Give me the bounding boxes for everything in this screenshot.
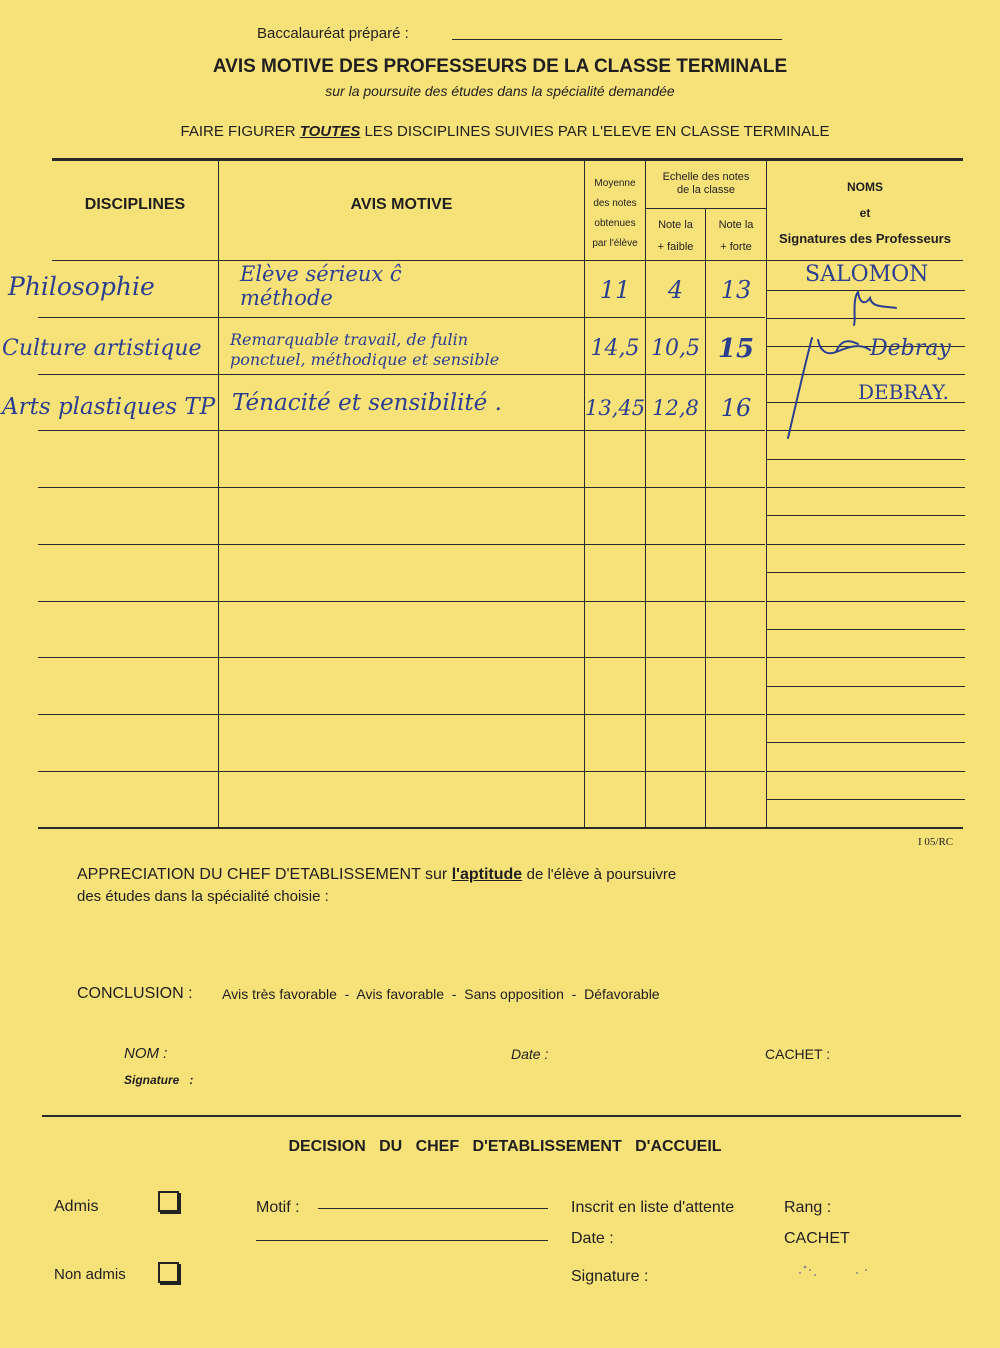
header-note-forte: Note la + forte	[718, 219, 754, 253]
date-label: Date :	[511, 1046, 549, 1062]
table-row-note-faible: 4	[667, 276, 684, 304]
header-disciplines: DISCIPLINES	[84, 196, 186, 213]
table-row-avis: Remarquable travail, de fulin ponctuel, méthodique et sensible	[230, 330, 500, 369]
page-title: AVIS MOTIVE DES PROFESSEURS DE LA CLASSE TERMINALE	[212, 56, 788, 77]
table-row-moyenne: 11	[599, 276, 631, 304]
table-row-note-forte: 15	[717, 334, 755, 364]
table-row-avis: Ténacité et sensibilité .	[232, 390, 502, 416]
instruction-after: LES DISCIPLINES SUIVIES PAR L'ELEVE EN CLASSE TERMINALE	[364, 123, 830, 140]
table-row-moyenne: 13,45	[585, 396, 646, 420]
instruction-emphasis: TOUTES	[299, 123, 361, 140]
nom-label: NOM :	[124, 1045, 168, 1062]
cachet-label: CACHET :	[765, 1046, 831, 1062]
conclusion-options: Avis très favorable - Avis favorable - Sans opposition - Défavorable	[222, 986, 660, 1002]
liste-attente-label: Inscrit en liste d'attente	[571, 1199, 735, 1216]
header-avis-motive: AVIS MOTIVE	[350, 196, 453, 213]
baccalaureat-label: Baccalauréat préparé :	[257, 25, 409, 42]
decision-date-label: Date :	[571, 1230, 614, 1247]
table-row-avis: Elève sérieux ĉ méthode	[240, 262, 402, 310]
non-admis-label: Non admis	[54, 1266, 126, 1283]
header-noms: NOMS et Signatures des Professeurs	[779, 180, 951, 246]
instruction-before: FAIRE FIGURER	[180, 123, 296, 140]
header-echelle: Echelle des notes de la classe	[662, 171, 750, 196]
table-row-discipline: Culture artistique	[2, 336, 202, 361]
baccalaureat-field-line	[452, 39, 782, 40]
table-row-note-faible: 12,8	[652, 396, 699, 420]
table-row-note-faible: 10,5	[651, 336, 700, 361]
page-subtitle: sur la poursuite des études dans la spécialité demandée	[325, 83, 675, 99]
appreciation-line2: des études dans la spécialité choisie :	[77, 888, 329, 905]
decision-signature-label: Signature :	[571, 1268, 649, 1285]
table-row-discipline: Arts plastiques TP	[2, 394, 216, 420]
section-divider	[42, 1115, 961, 1117]
rang-label: Rang :	[784, 1199, 832, 1216]
table-row-signature: SALOMON	[805, 262, 929, 287]
motif-line-1[interactable]	[318, 1208, 548, 1209]
non-admis-checkbox[interactable]	[158, 1262, 179, 1283]
header-moyenne: Moyenne des notes obtenues par l'élève	[592, 178, 638, 249]
motif-line-2[interactable]	[256, 1240, 548, 1241]
appreciation-line1: APPRECIATION DU CHEF D'ETABLISSEMENT sur l'aptitude de l'élève à poursuivre	[77, 866, 677, 883]
table-row-discipline: Philosophie	[8, 272, 155, 301]
table-row-note-forte: 13	[720, 276, 752, 304]
decision-title: DECISION DU CHEF D'ETABLISSEMENT D'ACCUEIL	[288, 1138, 722, 1155]
table-row-moyenne: 14,5	[590, 336, 640, 361]
signature-label: Signature :	[124, 1073, 194, 1087]
motif-label: Motif :	[256, 1199, 300, 1216]
conclusion-label: CONCLUSION :	[77, 985, 193, 1002]
table-row-signature: Debray	[870, 336, 951, 361]
admis-checkbox[interactable]	[158, 1191, 179, 1212]
form-code: I 05/RC	[918, 836, 954, 848]
table-row-signature: DEBRAY.	[858, 380, 950, 404]
admis-label: Admis	[54, 1198, 99, 1215]
header-note-faible: Note la + faible	[657, 219, 694, 253]
table-row-note-forte: 16	[720, 394, 752, 422]
decision-cachet-label: CACHET	[784, 1230, 850, 1247]
instruction	[0, 123, 1000, 140]
